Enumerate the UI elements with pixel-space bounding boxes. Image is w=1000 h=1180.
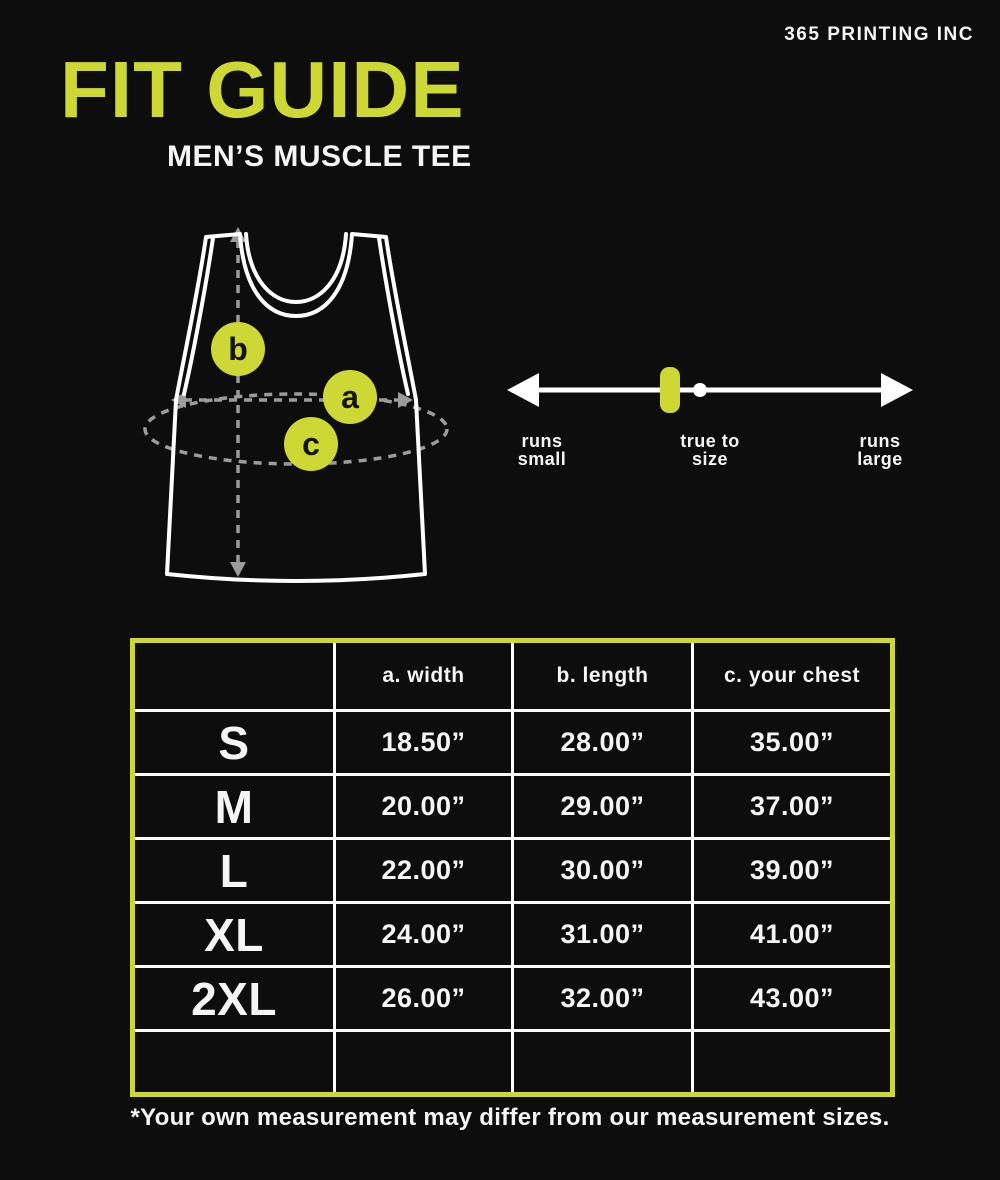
marker-b-letter: b [228, 331, 248, 367]
fit-scale-arrow [505, 352, 915, 434]
size-table-row [133, 711, 893, 775]
measurement-cell: 41.00” [693, 903, 893, 967]
measurement-cell: 22.00” [335, 839, 513, 903]
size-table-header-row [133, 641, 893, 711]
measurement-cell: 30.00” [513, 839, 693, 903]
size-label-cell: M [133, 775, 335, 839]
arrowhead-down-icon [230, 562, 246, 577]
tee-right-armhole-line [379, 238, 408, 394]
fit-scale-indicator [660, 367, 680, 413]
measurement-cell: 18.50” [335, 711, 513, 775]
tee-left-armhole-line [184, 238, 213, 394]
measurement-cell: 43.00” [693, 967, 893, 1031]
label-line: runs [521, 431, 563, 451]
marker-a-letter: a [341, 379, 359, 415]
size-label-cell: S [133, 711, 335, 775]
measurement-cell: 37.00” [693, 775, 893, 839]
marker-c-badge [284, 417, 338, 471]
measurement-cell: 28.00” [513, 711, 693, 775]
measurement-cell: 32.00” [513, 967, 693, 1031]
marker-c-letter: c [302, 426, 320, 462]
size-label-cell: L [133, 839, 335, 903]
marker-b-badge [211, 322, 265, 376]
label-line: size [691, 449, 729, 470]
fit-scale-center-dot [693, 383, 707, 397]
fit-scale [505, 352, 915, 482]
fit-scale-label-runs-small [518, 432, 567, 469]
measurement-cell: 24.00” [335, 903, 513, 967]
size-label-cell: XL [133, 903, 335, 967]
marker-a-badge [323, 370, 377, 424]
measurement-cell [335, 1031, 513, 1095]
size-table-row [133, 967, 893, 1031]
measurement-cell [693, 1031, 893, 1095]
page-title: FIT GUIDE [60, 45, 465, 134]
size-table-row [133, 903, 893, 967]
size-label-cell [133, 1031, 335, 1095]
label-line: runs [859, 431, 901, 451]
label-line: small [517, 449, 567, 470]
muscle-tee-diagram [128, 212, 470, 598]
page-subtitle: MEN’S MUSCLE TEE [167, 140, 472, 173]
footnote: *Your own measurement may differ from our measurement sizes. [130, 1104, 890, 1131]
size-table-row [133, 839, 893, 903]
scale-arrowhead-left-icon [507, 373, 539, 407]
measurement-cell: 39.00” [693, 839, 893, 903]
scale-arrowhead-right-icon [881, 373, 913, 407]
measurement-cell: 31.00” [513, 903, 693, 967]
size-table [130, 638, 895, 1097]
size-table-row [133, 775, 893, 839]
size-label-cell: 2XL [133, 967, 335, 1031]
header-width-cell: a. width [335, 641, 513, 711]
label-line: true to [680, 431, 740, 451]
size-table-row [133, 1031, 893, 1095]
header-chest-cell: c. your chest [693, 641, 893, 711]
measurement-cell: 20.00” [335, 775, 513, 839]
header-size-cell [133, 641, 335, 711]
fit-scale-label-true-to-size [680, 432, 740, 469]
measurement-cell [513, 1031, 693, 1095]
label-line: large [857, 449, 903, 470]
tee-neckband-line [246, 234, 346, 302]
measurement-cell: 29.00” [513, 775, 693, 839]
header-length-cell: b. length [513, 641, 693, 711]
measurement-cell: 26.00” [335, 967, 513, 1031]
fit-scale-label-runs-large [857, 432, 903, 469]
brand-text: 365 PRINTING INC [784, 24, 974, 45]
measurement-cell: 35.00” [693, 711, 893, 775]
